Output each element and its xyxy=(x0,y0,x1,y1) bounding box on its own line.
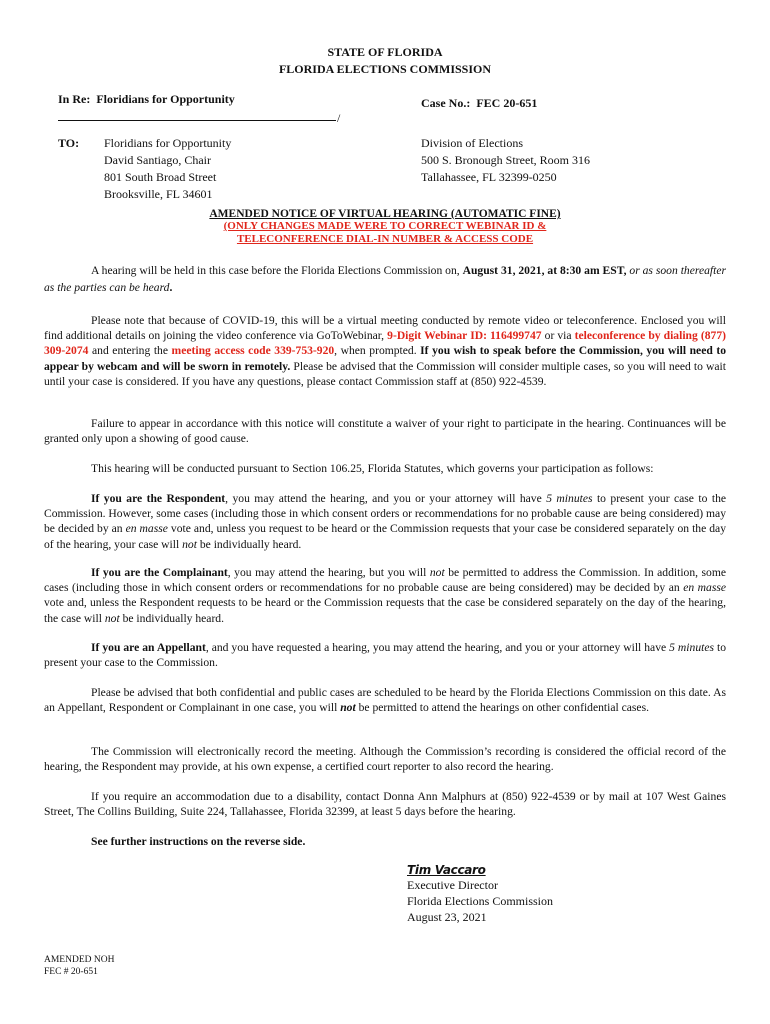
notice-subtitle-2: TELECONFERENCE DIAL-IN NUMBER & ACCESS CODE xyxy=(236,233,534,245)
access-code: meeting access code 339-753-920 xyxy=(171,344,335,358)
text: If you wish to speak before the Commission, you will need to appear by webcam and will be sworn in remotely. xyxy=(44,344,726,373)
reverse-side-note: See further instructions on the reverse side. xyxy=(91,835,306,848)
header-state: STATE OF FLORIDA xyxy=(327,45,443,59)
in-re-label: In Re: xyxy=(58,92,91,106)
caption-rule xyxy=(58,120,336,121)
text: and entering the xyxy=(88,344,172,358)
address-line: Brooksville, FL 34601 xyxy=(104,187,213,201)
case-label: Case No.: xyxy=(421,96,471,110)
text: or via xyxy=(541,329,575,343)
footer-line: FEC # 20-651 xyxy=(44,967,98,977)
paragraph-complainant xyxy=(44,565,726,626)
text: be permitted to address the Commission. In addition, some cases (including those in which consent orders or recommendations for no probable cause are being considered) may be decided by an xyxy=(44,566,726,595)
paragraph-confidential xyxy=(44,685,726,715)
address-line: 801 South Broad Street xyxy=(104,170,217,184)
to-address-left xyxy=(104,135,231,203)
notice-subtitle-1: (ONLY CHANGES MADE WERE TO CORRECT WEBINAR ID & xyxy=(223,220,547,232)
address-line: Tallahassee, FL 32399-0250 xyxy=(421,170,557,184)
address-line: Floridians for Opportunity xyxy=(104,136,232,150)
in-re xyxy=(58,91,235,108)
text: vote and, unless you request to be heard or the Commission requests that your case be considered separately on the day of the hearing, your case will xyxy=(44,522,727,551)
address-line: Division of Elections xyxy=(421,136,523,150)
text: not xyxy=(429,566,445,579)
paragraph-recording: The Commission will electronically record the meeting. Although the Commission’s recording is considered the official record of the hearing, the Respondent may provide, at his own expense, a certified court reporter to also record the hearing. xyxy=(44,745,726,774)
in-re-name: Floridians for Opportunity xyxy=(96,92,235,106)
signature-block xyxy=(407,863,553,925)
footer xyxy=(44,954,114,978)
text: not xyxy=(182,537,197,551)
text: A hearing will be held in this case before the Florida Elections Commission on, xyxy=(91,264,463,277)
to-address-right xyxy=(421,135,590,186)
signature: Tim Vaccaro xyxy=(407,863,486,877)
text: to present your case to the Commission. xyxy=(44,641,727,670)
text: 5 minutes xyxy=(669,641,714,654)
header-commission: FLORIDA ELECTIONS COMMISSION xyxy=(278,62,492,76)
text: Please be advised that the Commission will consider multiple cases, so you will need to wait until your case is considered. If you have any questions, please contact Commission staff at (850) 922-4539. xyxy=(44,359,726,388)
paragraph-hearing-date xyxy=(44,262,726,296)
teleconference-number: teleconference by dialing (877) 309-2074 xyxy=(44,329,726,358)
caption-slash: / xyxy=(337,111,341,125)
text: Please note that because of COVID-19, this will be a virtual meeting conducted by remote video or teleconference. Enclosed you will find additional details on joining the video conference via GoToWebinar, xyxy=(44,314,726,343)
paragraph-appellant xyxy=(44,640,726,670)
text: , and you have requested a hearing, you may attend the hearing, and you or your attorney will have xyxy=(205,641,670,654)
signer-title: Executive Director xyxy=(407,878,498,892)
text: en masse xyxy=(683,581,727,595)
text: en masse xyxy=(125,522,168,536)
signer-org: Florida Elections Commission xyxy=(407,894,553,908)
text: , you may attend the hearing, but you will xyxy=(227,566,430,579)
paragraph-covid xyxy=(44,313,726,389)
text: not xyxy=(340,701,356,715)
to-label: TO: xyxy=(58,136,80,150)
hearing-datetime: August 31, 2021, at 8:30 am EST, xyxy=(462,264,627,277)
paragraph-failure: Failure to appear in accordance with this notice will constitute a waiver of your right to participate in the hearing. Continuances will be granted only upon a showing of good cause. xyxy=(44,417,726,446)
text: If you are the Respondent xyxy=(91,492,226,505)
address-line: David Santiago, Chair xyxy=(104,153,211,167)
text: If you are the Complainant xyxy=(91,566,228,579)
signature-date: August 23, 2021 xyxy=(407,910,487,924)
case-value: FEC 20-651 xyxy=(476,96,538,110)
text: , when prompted. xyxy=(334,344,421,358)
text: or as soon thereafter as the parties can be heard xyxy=(44,264,726,294)
paragraph-statute: This hearing will be conducted pursuant to Section 106.25, Florida Statutes, which governs your participation as follows: xyxy=(91,462,654,475)
text: be individually heard. xyxy=(119,611,225,625)
text: to present your case to the Commission. However, some cases (including those in which consent orders or recommendations for no probable cause are being considered) may be decided by an xyxy=(44,492,727,536)
text: Please be advised that both confidential and public cases are scheduled to be heard by the Florida Elections Commission on this date. As an Appellant, Respondent or Complainant in one case, you will xyxy=(44,686,726,715)
text: be individually heard. xyxy=(196,537,302,551)
paragraph-respondent xyxy=(44,491,726,552)
text: not xyxy=(104,611,120,625)
footer-line: AMENDED NOH xyxy=(44,955,115,965)
address-line: 500 S. Bronough Street, Room 316 xyxy=(421,153,591,167)
text: If you are an Appellant xyxy=(91,641,206,654)
text: . xyxy=(169,281,173,294)
text: be permitted to attend the hearings on other confidential cases. xyxy=(355,701,649,715)
paragraph-accommodation: If you require an accommodation due to a disability, contact Donna Ann Malphurs at (850) 922-4539 or by mail at 107 West Gaines Street, The Collins Building, Suite 224, Tallahassee, Florida 32399, at least 5 days before the hearing. xyxy=(44,790,726,819)
text: vote and, unless the Respondent requests to be heard or the Commission requests that the case be considered separately on the day of the hearing, the case will xyxy=(44,596,726,625)
notice-title: AMENDED NOTICE OF VIRTUAL HEARING (AUTOMATIC FINE) xyxy=(209,208,561,220)
text: 5 minutes xyxy=(546,492,593,505)
case-number xyxy=(421,95,537,112)
webinar-id: 9-Digit Webinar ID: 116499747 xyxy=(387,329,542,343)
text: , you may attend the hearing, and you or your attorney will have xyxy=(225,492,547,505)
